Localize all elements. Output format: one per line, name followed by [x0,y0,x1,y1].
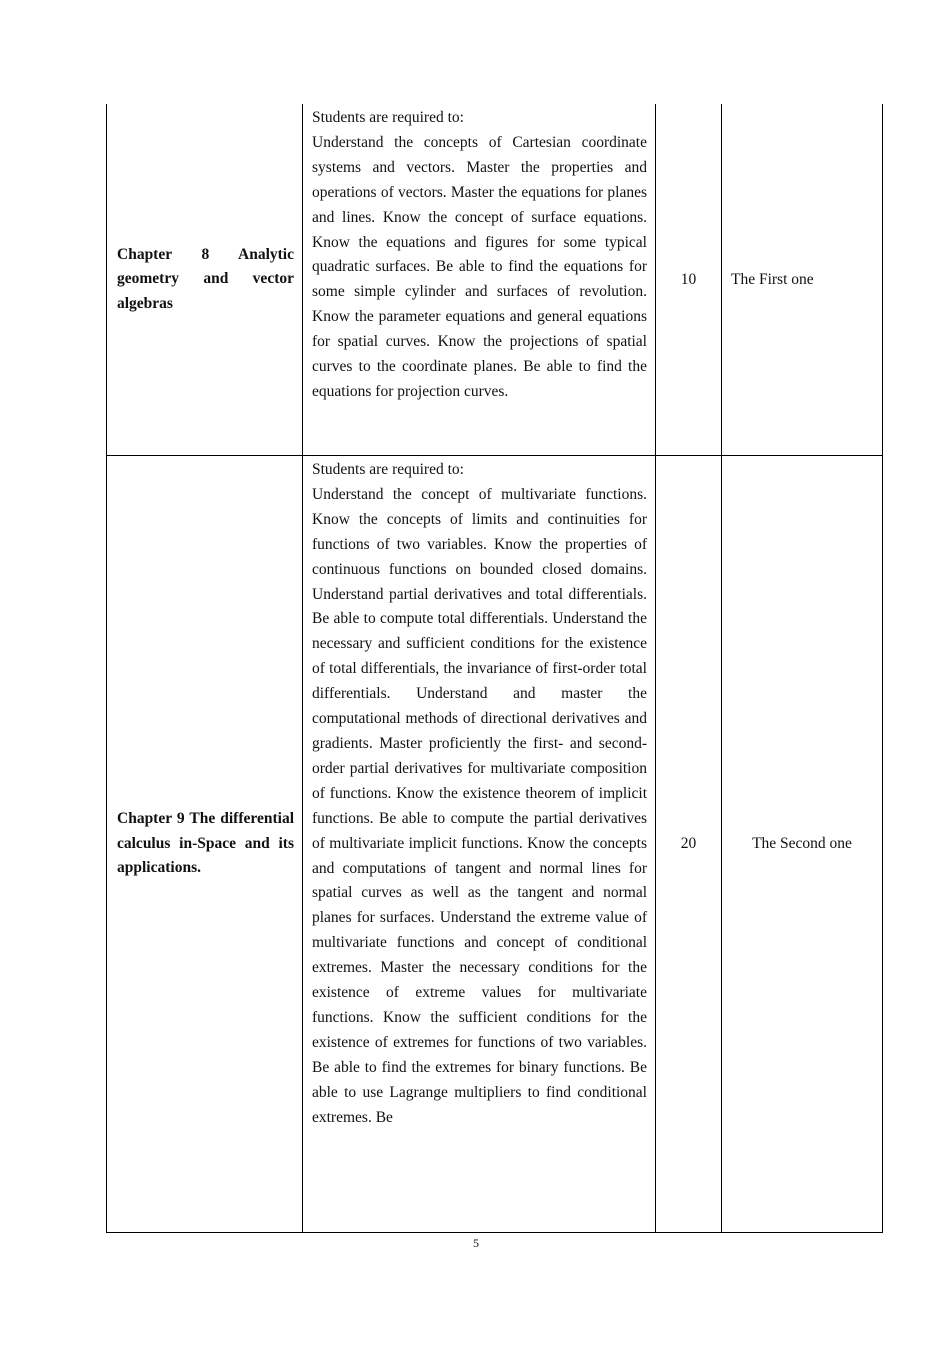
chapter-requirements [303,456,656,1233]
requirements-text: Understand the concepts of Cartesian coordinate systems and vectors. Master the properties and operations of vectors. Master the equations for planes and lines. Know the concept of surface equations. Know the equations and figures for some typical quadratic surfaces. Be able to find the equations for some simple cylinder and surfaces of revolution. Know the parameter equations and general equations for spatial curves. Know the projections of spatial curves to the coordinate planes. Be able to find the equations for projection curves. [312,133,647,400]
chapter-title: Chapter 8 Analytic geometry and vector algebras [107,104,303,456]
semester: The Second one [722,456,883,1233]
semester: The First one [722,104,883,456]
syllabus-table [106,104,883,1233]
page-number: 5 [473,1236,479,1250]
requirements-text: Understand the concept of multivariate functions. Know the concepts of limits and continuities for functions of two variables. Know the properties of continuous functions on bounded closed domains. Understand partial derivatives and total differentials. Be able to compute total differentials. Understand the necessary and sufficient conditions for the existence of total differentials, the invariance of first-order total differentials. Understand and master the computational methods of directional derivatives and gradients. Master proficiently the first- and second-order partial derivatives for multivariate composition of functions. Know the existence theorem of implicit functions. Be able to compute the partial derivatives of multivariate implicit functions. Know the concepts and computations of tangent and normal lines for spatial curves as well as the tangent and normal planes for surfaces. Understand the extreme value of multivariate functions and concept of conditional extremes. Master the necessary conditions for the existence of extreme values for multivariate functions. Know the sufficient conditions for the existence of extremes for functions of two variables. Be able to find the extremes for binary functions. Be able to use Lagrange multipliers to find conditional extremes. Be [312,485,647,1126]
class-hours: 10 [656,104,722,456]
table-row [107,104,883,456]
requirements-intro: Students are required to: [312,109,464,126]
requirements-intro: Students are required to: [312,461,464,478]
chapter-title: Chapter 9 The differential calculus in-Space and its applications. [107,456,303,1233]
class-hours: 20 [656,456,722,1233]
table-row [107,456,883,1233]
chapter-requirements [303,104,656,456]
